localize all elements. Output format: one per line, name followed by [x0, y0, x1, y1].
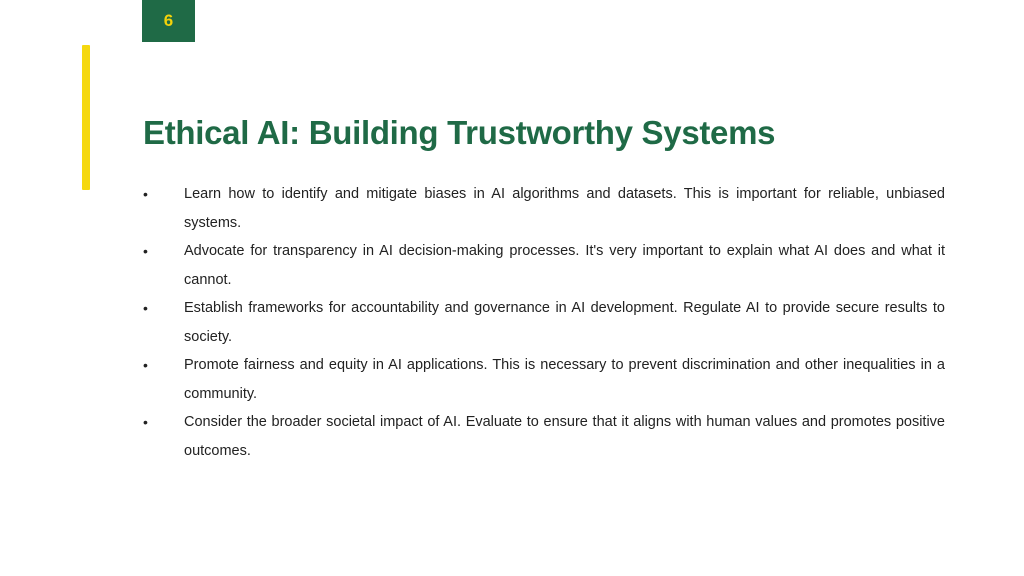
bullet-item: [143, 294, 945, 351]
page-number-badge: [142, 0, 195, 42]
bullet-icon: •: [143, 243, 148, 259]
accent-bar: [82, 45, 90, 190]
bullet-icon: •: [143, 414, 148, 430]
bullet-icon: •: [143, 186, 148, 202]
bullet-item: [143, 351, 945, 408]
bullet-text: Advocate for transparency in AI decision-making processes. It's very important to explain what AI does and what it cannot.: [184, 243, 945, 288]
bullet-text: Learn how to identify and mitigate biases in AI algorithms and datasets. This is important for reliable, unbiased systems.: [184, 186, 945, 231]
bullet-icon: •: [143, 357, 148, 373]
bullet-text: Consider the broader societal impact of AI. Evaluate to ensure that it aligns with human values and promotes positive outcomes.: [184, 414, 945, 459]
page-number: 6: [163, 11, 174, 30]
bullet-text: Promote fairness and equity in AI applications. This is necessary to prevent discrimination and other inequalities in a community.: [184, 357, 945, 402]
bullet-text: Establish frameworks for accountability and governance in AI development. Regulate AI to provide secure results to society.: [184, 300, 945, 345]
bullet-item: [143, 180, 945, 237]
bullet-icon: •: [143, 300, 148, 316]
bullet-list: [143, 180, 945, 465]
slide-title: Ethical AI: Building Trustworthy Systems: [143, 114, 776, 151]
bullet-item: [143, 237, 945, 294]
bullet-item: [143, 408, 945, 465]
